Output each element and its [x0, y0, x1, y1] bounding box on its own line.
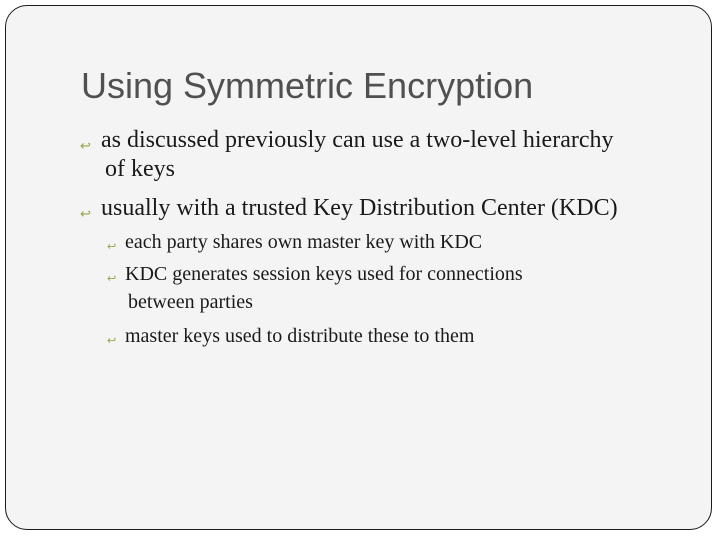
- curved-arrow-bullet-icon: ↩: [107, 334, 117, 347]
- bullet-item: [80, 194, 618, 223]
- curved-arrow-bullet-icon: ↩: [80, 207, 91, 222]
- bullet-item: [80, 126, 614, 184]
- sub-bullet-item: [107, 322, 475, 350]
- bullet-list: [6, 6, 711, 529]
- slide-title: Using Symmetric Encryption: [81, 65, 534, 106]
- bullet-line: master keys used to distribute these to them: [125, 325, 475, 347]
- bullet-line: of keys: [105, 156, 175, 182]
- curved-arrow-bullet-icon: ↩: [107, 240, 117, 253]
- curved-arrow-bullet-icon: ↩: [107, 272, 117, 285]
- bullet-line: usually with a trusted Key Distribution Center (KDC): [101, 195, 618, 221]
- bullet-line: KDC generates session keys used for connections: [125, 263, 523, 285]
- sub-bullet-item: [107, 260, 523, 316]
- bullet-line: as discussed previously can use a two-level hierarchy: [101, 127, 614, 153]
- bullet-line: between parties: [128, 291, 253, 313]
- curved-arrow-bullet-icon: ↩: [80, 139, 91, 154]
- slide: [5, 5, 712, 530]
- bullet-line: each party shares own master key with KDC: [125, 231, 483, 253]
- sub-bullet-item: [107, 228, 483, 256]
